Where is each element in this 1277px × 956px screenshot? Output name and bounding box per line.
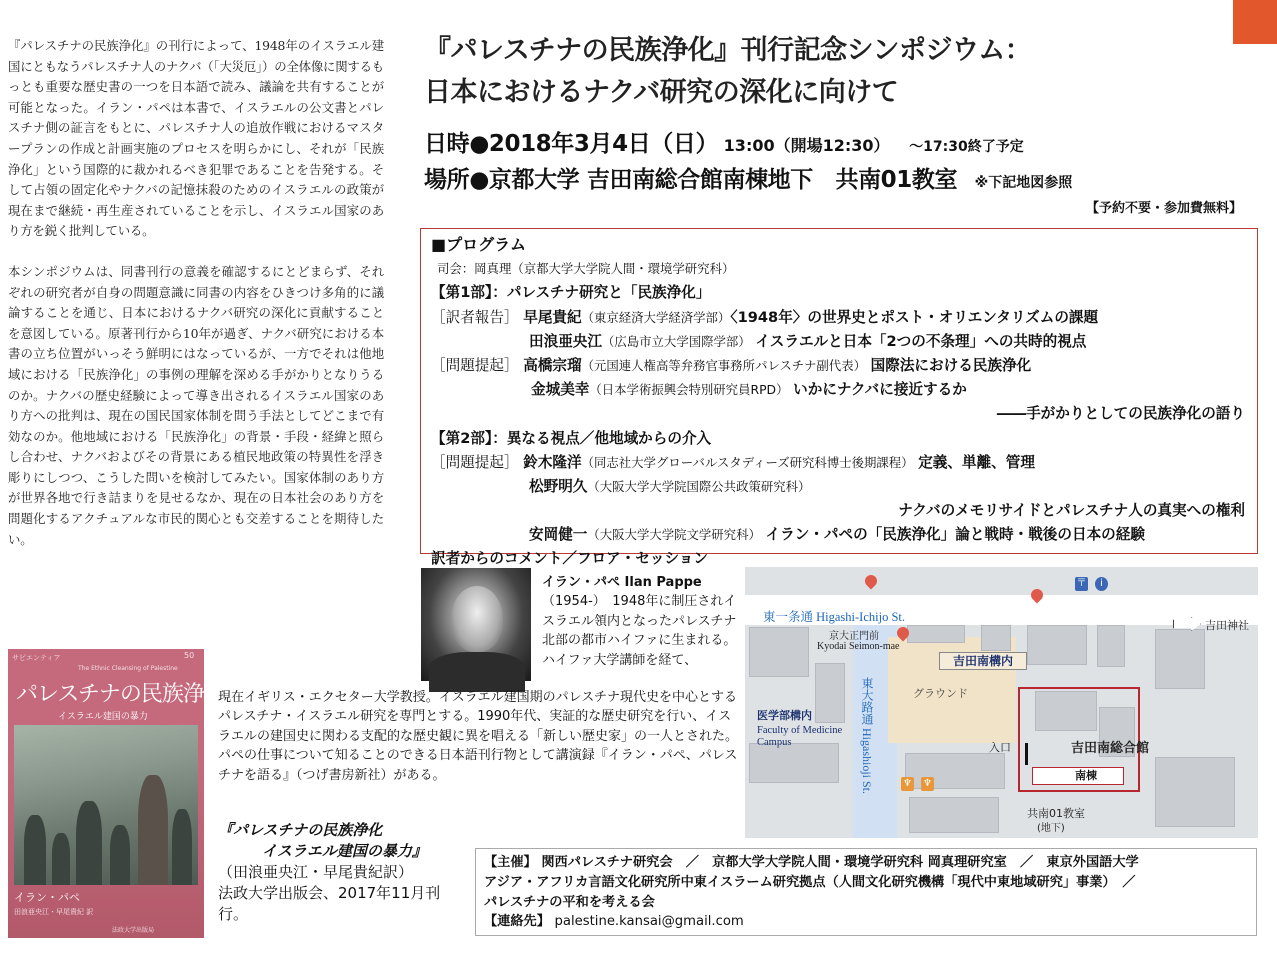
map-building bbox=[1155, 757, 1235, 827]
shrine-label: 吉田神社 bbox=[1205, 619, 1249, 632]
role-label: ［訳者報告］ bbox=[431, 308, 519, 326]
talk-title: 国際法における民族浄化 bbox=[870, 356, 1032, 374]
map-building bbox=[1155, 629, 1205, 689]
room-sublabel: (地下) bbox=[1037, 823, 1065, 834]
place-label: 場所●京都大学 吉田南総合館南棟地下 共南01教室 bbox=[424, 167, 958, 193]
organizers-line-3: パレスチナの平和を考える会 bbox=[484, 894, 655, 910]
cover-translators: 田浪亜央江・早尾貴紀 訳 bbox=[14, 908, 94, 916]
intro-paragraph-1: 『パレスチナの民族浄化』の刊行によって、1948年のイスラエル建国にともなうパレスチナ人のナクバ（「大災厄」）の全体像に関するもっとも重要な歴史書の一つを日本語で読み、議論を共有することが可能となった。イラン・パペは本書で、イスラエルの公文書とパレスチナ側の証言をもとに、パレスチナ人の追放作戦におけるマスタープランの作成と計画実施のプロセスを明らかにし、それが「民族浄化」という国際的に裁かれるべき犯罪であることを告発する。そして占領の固定化やナクバの記憶抹殺のためのイスラエルの政策が現在まで継続・再生産されていることを示し、イスラエル国家のあり方を鋭く批判している。 bbox=[8, 38, 384, 239]
contact-label: 【連絡先】 bbox=[484, 914, 550, 930]
speaker-affiliation: （大阪大学大学院国際公共政策研究科） bbox=[587, 478, 811, 494]
author-photo bbox=[421, 568, 531, 681]
talk-subtitle: ――手がかりとしての民族浄化の語り bbox=[996, 405, 1245, 423]
cover-series: サピエンティア bbox=[12, 654, 61, 662]
program-item bbox=[431, 523, 1249, 547]
cover-figure bbox=[172, 809, 192, 885]
book-translators: （田浪亜央江・早尾貴紀訳） bbox=[218, 863, 414, 881]
program-item bbox=[431, 330, 1249, 354]
map-building bbox=[907, 625, 965, 643]
campus-area-label: 吉田南構内 bbox=[939, 652, 1027, 670]
post-icon: 〒 bbox=[1076, 578, 1087, 589]
map-building bbox=[749, 627, 809, 677]
medicine-campus-label: 医学部構内 bbox=[757, 709, 812, 722]
organizers-box bbox=[475, 848, 1257, 936]
author-shirt bbox=[429, 652, 525, 692]
chair-label: 司会：岡真理 bbox=[437, 261, 512, 277]
closing-session: 訳者からのコメント／フロア・セッション bbox=[431, 550, 708, 568]
talk-title: イスラエルと日本「2つの不条理」への共時的視点 bbox=[755, 332, 1087, 350]
organizers-line-2: アジア・アフリカ言語文化研究所中東イスラーム研究拠点（人間文化研究機構「現代中東地域研究」事業） ／ bbox=[484, 874, 1136, 890]
map-reference: ※下記地図参照 bbox=[974, 175, 1073, 191]
program-item bbox=[431, 475, 1249, 499]
talk-title: ナクバのメモリサイドとパレスチナ人の真実への権利 bbox=[898, 502, 1245, 520]
book-title-1: 『パレスチナの民族浄化 bbox=[218, 821, 383, 839]
gate-label-en: Kyodai Seimon-mae bbox=[817, 641, 900, 652]
info-icon: i bbox=[1095, 577, 1108, 591]
date-label: 日時●2018年3月4日（日） bbox=[424, 131, 719, 157]
speaker-affiliation: （広島市立大学国際学部） bbox=[601, 333, 751, 349]
street-label-vertical: 東大路通 Higashioji St. bbox=[860, 677, 874, 795]
speaker-affiliation: （大阪大学大学院文学研究科） bbox=[587, 527, 761, 543]
book-publisher: 法政大学出版会、2017年11月刊行。 bbox=[218, 884, 441, 923]
intro-paragraph-2: 本シンポジウムは、同書刊行の意義を確認するにとどまらず、それぞれの研究者が自身の問題意識に同書の内容をひきつけ多角的に議論することを通じ、日本におけるナクバ研究の深化に貢献することを意図している。原著刊行から10年が過ぎ、ナクバ研究における本書の立ち位置がいっそう鮮明にはなっているが、一方でそれは他地域における「民族浄化」の事例の理解を深める手がかりとなりうるのか。ナクバの歴史経験によって導き出されるイスラエル国家のあり方への批判は、現在の国民国家体制を問う手法としてどこまで有効なのか。他地域における「民族浄化」の背景・手段・経緯と照らし合わせ、ナクバおよびその背景にある植民地政策の特異性を浮き彫りにしつつ、こうした問いを検討してみたい。国家体制のあり方が世界各地で行き詰まりを見せるなか、現在の日本社会のあり方を問題化するアクチュアルな市民的関心とも交差することを期待したい。 bbox=[8, 263, 384, 547]
program-chair bbox=[431, 257, 1249, 281]
title-line-1: 『パレスチナの民族浄化』刊行記念シンポジウム： bbox=[424, 35, 1032, 66]
speaker-name: 高橋宗瑠 bbox=[523, 356, 582, 374]
ground-label: グラウンド bbox=[913, 687, 968, 700]
campus-map bbox=[745, 567, 1258, 838]
program-heading: ■プログラム bbox=[431, 235, 526, 254]
program-box bbox=[420, 228, 1258, 568]
role-label: ［問題提起］ bbox=[431, 356, 519, 374]
cover-subtitle: イスラエル建国の暴力 bbox=[58, 712, 148, 722]
speaker-name: 早尾貴紀 bbox=[523, 308, 582, 326]
speaker-affiliation: （元国連人権高等弁務官事務所パレスチナ副代表） bbox=[581, 357, 866, 373]
cover-author: イラン・パペ bbox=[14, 891, 80, 904]
part2-heading: 【第2部】：異なる視点／他地域からの介入 bbox=[431, 429, 712, 447]
map-pin-icon bbox=[863, 573, 880, 590]
program-item bbox=[431, 378, 1249, 402]
contact-line bbox=[484, 912, 1248, 932]
restaurant-icon: ♆ bbox=[921, 777, 934, 791]
speaker-name: 鈴木隆洋 bbox=[523, 453, 582, 471]
author-bio-side bbox=[542, 573, 738, 670]
book-title-2: イスラエル建国の暴力』 bbox=[262, 842, 427, 860]
event-time: 13:00（開場12:30） bbox=[723, 136, 890, 155]
speaker-affiliation: （日本学術振興会特別研究員RPD） bbox=[589, 382, 789, 398]
role-label: ［問題提起］ bbox=[431, 453, 519, 471]
program-item bbox=[431, 451, 1249, 475]
author-bio-text-2: 現在イギリス・エクセター大学教授。イスラエル建国期のパレスチナ現代史を中心とするパレスチナ・イスラエル研究を専門とする。1990年代、実証的な歴史研究を行い、イスラエルの建国史に関わる支配的な歴史観に異を唱える「新しい歴史家」の一人とされた。パペの仕事について知ることのできる日本語刊行物として講演録『イラン・パペ、パレスチナを語る』（つげ書房新社）がある。 bbox=[218, 690, 739, 783]
cover-figure bbox=[24, 815, 46, 885]
south-building-label: 南棟 bbox=[1032, 767, 1124, 785]
place-row bbox=[424, 162, 1254, 198]
cover-publisher: 法政大学出版局 bbox=[112, 927, 155, 934]
entrance-arrow-icon bbox=[1025, 743, 1035, 765]
map-building bbox=[815, 663, 845, 723]
cover-photo bbox=[14, 725, 198, 885]
map-building bbox=[749, 743, 839, 783]
map-building bbox=[981, 625, 1011, 651]
intro-text bbox=[8, 36, 384, 570]
cover-title: パレスチナの民族浄化 bbox=[16, 682, 225, 707]
cover-number: 50 bbox=[184, 651, 195, 660]
cover-figure bbox=[52, 833, 70, 885]
map-building bbox=[905, 753, 1005, 789]
restaurant-icon: ♆ bbox=[901, 777, 914, 791]
book-cover-image bbox=[8, 649, 225, 938]
admission-note: 【予約不要・参加費無料】 bbox=[1085, 201, 1242, 216]
title-line-2: 日本におけるナクバ研究の深化に向けて bbox=[424, 77, 899, 108]
chair-affiliation: （京都大学大学院人間・環境学研究科） bbox=[511, 261, 735, 277]
map-building bbox=[909, 797, 999, 833]
cover-figure bbox=[76, 801, 102, 885]
speaker-name: 金城美幸 bbox=[531, 381, 590, 399]
cover-figure bbox=[110, 825, 130, 885]
building-label: 吉田南総合館 bbox=[1071, 741, 1150, 756]
street-label-top: 東一条通 Higashi-Ichijo St. bbox=[763, 610, 906, 624]
author-name: イラン・パペ Ilan Pappe bbox=[542, 575, 702, 590]
room-label: 共南01教室 bbox=[1027, 807, 1085, 820]
author-face bbox=[451, 586, 503, 652]
map-building bbox=[1097, 625, 1125, 667]
speaker-name: 田浪亜央江 bbox=[529, 332, 602, 350]
event-end: 〜17:30終了予定 bbox=[909, 139, 1024, 155]
part1-heading: 【第1部】：パレスチナ研究と「民族浄化」 bbox=[431, 284, 711, 302]
speaker-affiliation: （同志社大学グローバルスタディーズ研究科博士後期課程） bbox=[581, 454, 914, 470]
gate-label: 京大正門前 bbox=[829, 631, 879, 642]
date-row bbox=[424, 126, 1254, 162]
speaker-name: 安岡健一 bbox=[529, 526, 588, 544]
talk-title: 〈1948年〉の世界史とポスト・オリエンタリズムの課題 bbox=[730, 308, 1099, 326]
talk-title: いかにナクバに接近するか bbox=[793, 381, 967, 399]
entrance-label: 入口 bbox=[989, 741, 1011, 754]
program-item bbox=[431, 306, 1249, 330]
contact-email-link[interactable]: palestine.kansai@gmail.com bbox=[554, 914, 744, 930]
speaker-name: 松野明久 bbox=[529, 477, 588, 495]
organizers-line-1: 【主催】 関西パレスチナ研究会 ／ 京都大学大学院人間・環境学研究科 岡真理研究室 ／ 東京外国語大学 bbox=[484, 855, 1139, 870]
book-info bbox=[218, 820, 468, 925]
talk-title: イラン・パペの「民族浄化」論と戦時・戦後の日本の経験 bbox=[765, 526, 1145, 544]
program-item bbox=[431, 354, 1249, 378]
event-info bbox=[424, 126, 1254, 216]
map-building bbox=[1027, 625, 1087, 665]
talk-title: 定義、単離、管理 bbox=[918, 453, 1035, 471]
page-title bbox=[424, 30, 1184, 114]
author-bio-text-1: （1954-） 1948年に制圧されイスラエル領内となったパレスチナ北部の都市ハイファに生まれる。ハイファ大学講師を経て、 bbox=[542, 594, 737, 668]
corner-accent-block bbox=[1233, 0, 1277, 44]
speaker-affiliation: （東京経済大学経済学部） bbox=[581, 309, 731, 325]
cover-figure bbox=[138, 775, 168, 885]
cover-english-title: The Ethnic Cleansing of Palestine bbox=[78, 665, 178, 672]
medicine-campus-label-en: Faculty of Medicine Campus bbox=[757, 725, 843, 748]
